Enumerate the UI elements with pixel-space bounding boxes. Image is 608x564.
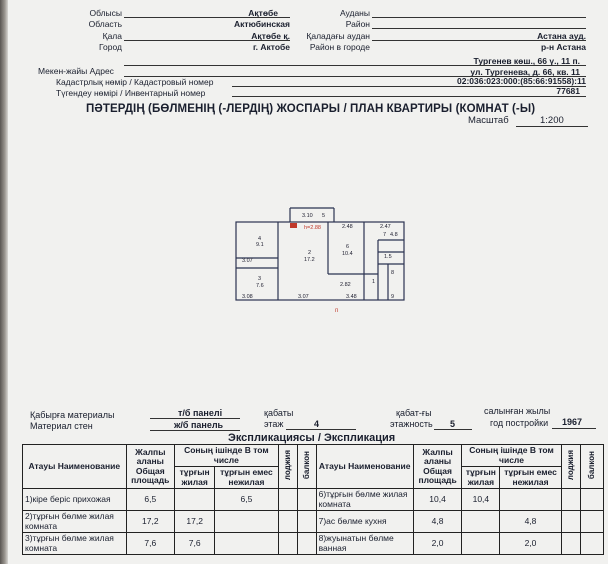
built-value: 1967 [562,417,583,427]
explication-table [22,444,604,555]
room-number: 6 [346,244,350,250]
cell-nonliving [500,489,561,511]
table-row [23,511,604,533]
underline [372,28,586,29]
scale-value: 1:200 [540,115,564,126]
cell-loggia [561,489,580,511]
walls-value-ru: ж/б панель [174,420,224,430]
underline [232,96,586,97]
oblast-label: Область [88,19,122,29]
dim-label: 2.47 [380,224,391,230]
cell-living: 7,6 [175,533,215,555]
cell-nonliving: 6,5 [215,489,278,511]
floor-value: 4 [314,419,320,429]
cell-living [462,533,500,555]
cell-total: 17,2 [126,511,175,533]
cell-nonliving [215,533,278,555]
room-area: 17.2 [304,257,315,263]
address-kz: Тургенев көш., 66 ү., 11 п. [473,56,580,66]
room-number: 7 [383,232,387,238]
raion-label: Район [345,19,370,29]
header-loggia: лоджия [278,445,297,489]
scale-label: Масштаб [468,115,509,126]
raion-gorod-value: р-н Астана [540,42,586,52]
cell-total: 6,5 [126,489,175,511]
cell-total: 7,6 [126,533,175,555]
cell-balcony [580,489,603,511]
cadastral-value: 02:036:023:000:(85:66:91558):11 [456,76,586,86]
gorod-label: Город [99,42,122,52]
cell-balcony [297,489,316,511]
cell-nonliving: 4,8 [500,511,561,533]
table-header-row [23,445,604,467]
walls-value-kz: т/б панелі [178,408,223,418]
cell-living: 17,2 [175,511,215,533]
header-living: тұрғын жилая [462,467,500,489]
cell-nonliving [215,511,278,533]
cell-living: 10,4 [462,489,500,511]
cell-living [462,511,500,533]
oblast-value: Актюбинская [234,19,290,29]
underline [124,65,586,66]
cell-name: 6)тұрғын бөлме жилая комната [316,489,413,511]
room-area: 9.1 [256,242,264,248]
cell-living [175,489,215,511]
header-balcony: балкон [580,445,603,489]
cell-loggia [561,533,580,555]
dim-label: 2.82 [340,282,351,288]
cell-balcony [580,533,603,555]
floor-plan [228,200,418,320]
header-name: Атауы Наименование [23,445,127,489]
cell-loggia [278,511,297,533]
cell-total: 2,0 [413,533,462,555]
dim-label: 3.10 [302,213,313,219]
cell-balcony [297,511,316,533]
header-incl: Соның ішінде В том числе [462,445,561,467]
header-name: Атауы Наименование [316,445,413,489]
gorod-value: г. Актобе [252,42,290,52]
cell-loggia [278,533,297,555]
cell-name: 8)жуынатын бөлме ванная [316,533,413,555]
qala-value: Ақтөбе қ. [251,31,290,41]
dim-label: 5 [322,213,326,219]
underline [434,429,472,430]
room-area: 4.8 [390,232,398,238]
room-area: 7.6 [256,283,264,289]
cell-total: 4,8 [413,511,462,533]
dim-label: 3.07 [298,294,309,300]
ceiling-height: h=2.88 [304,225,321,231]
underline [124,17,290,18]
qala-label: Қала [102,31,122,41]
underline [286,429,356,430]
underline [150,418,240,419]
storeys-label-kz: қабат-ғы [396,408,432,418]
underline [124,40,290,41]
cell-name: 7)ас бөлме кухня [316,511,413,533]
underline [516,126,588,127]
header-total: Жалпы аланы Общая площадь [413,445,462,489]
underline [150,430,240,431]
header-balcony: балкон [297,445,316,489]
header-incl: Соның ішінде В том числе [175,445,279,467]
cell-nonliving: 2,0 [500,533,561,555]
room-number: 9 [391,294,395,300]
cell-name: 2)тұрғын бөлме жилая комната [23,511,127,533]
header-living: тұрғын жилая [175,467,215,489]
header-nonliving: тұрғын емес нежилая [500,467,561,489]
cell-loggia [278,489,297,511]
storeys-label-ru: этажность [390,419,433,429]
address-ru: ул. Тургенева, д. 66, кв. 11 [470,67,580,77]
floor-label-kz: қабаты [264,408,294,418]
room-number: 1 [372,279,376,285]
cell-name: 1)кіре беріс прихожая [23,489,127,511]
header-loggia: лоджия [561,445,580,489]
cell-total: 10,4 [413,489,462,511]
plan-entrance-mark: п [335,308,339,314]
dim-label: 3.48 [346,294,357,300]
qala-audan-label: Қаладағы аудан [306,31,370,41]
storeys-value: 5 [450,419,456,429]
cell-name: 3)тұрғын бөлме жилая комната [23,533,127,555]
walls-label-ru: Материал стен [30,421,93,431]
inventory-value: 77681 [556,86,580,96]
floor-label-ru: этаж [264,419,284,429]
inventory-label: Түгендеу нөмірі / Инвентарный номер [56,88,206,98]
walls-label-kz: Қабырға материалы [30,410,115,420]
scan-edge-shadow [0,0,8,564]
dim-label: 2.48 [342,224,353,230]
built-label-ru: год постройки [490,418,549,428]
cadastral-label: Кадастрлық нөмір / Кадастровый номер [56,77,214,87]
oblysy-label: Облысы [89,8,122,18]
underline [372,17,586,18]
plan-marker [290,223,297,228]
room-number: 4 [258,236,262,242]
cell-balcony [297,533,316,555]
room-number: 3 [258,276,262,282]
underline [552,428,596,429]
built-label-kz: салынған жылы [484,406,551,416]
header-nonliving: тұрғын емес нежилая [215,467,278,489]
dim-label: 1.5 [384,254,392,260]
table-row [23,533,604,555]
dim-label: 3.08 [242,294,253,300]
oblysy-value: Ақтөбе [248,8,278,18]
address-label: Мекен-жайы Адрес [38,66,114,76]
room-area: 10.4 [342,251,353,257]
qala-audan-value: Астана ауд. [537,31,586,41]
room-number: 2 [308,250,312,256]
table-row [23,489,604,511]
room-number: 8 [391,270,395,276]
underline [372,40,586,41]
explication-title: Экспликациясы / Экспликация [228,432,396,444]
header-total: Жалпы аланы Общая площадь [126,445,175,489]
page-title: ПӘТЕРДІҢ (БӨЛМЕНІҢ (-ЛЕРДІҢ) ЖОСПАРЫ / ПЛАН КВАРТИРЫ (КОМНАТ (-Ы) [86,103,536,115]
audany-label: Ауданы [339,8,370,18]
cell-balcony [580,511,603,533]
cell-loggia [561,511,580,533]
dim-label: 3.07 [242,258,253,264]
raion-gorod-label: Район в городе [309,42,370,52]
